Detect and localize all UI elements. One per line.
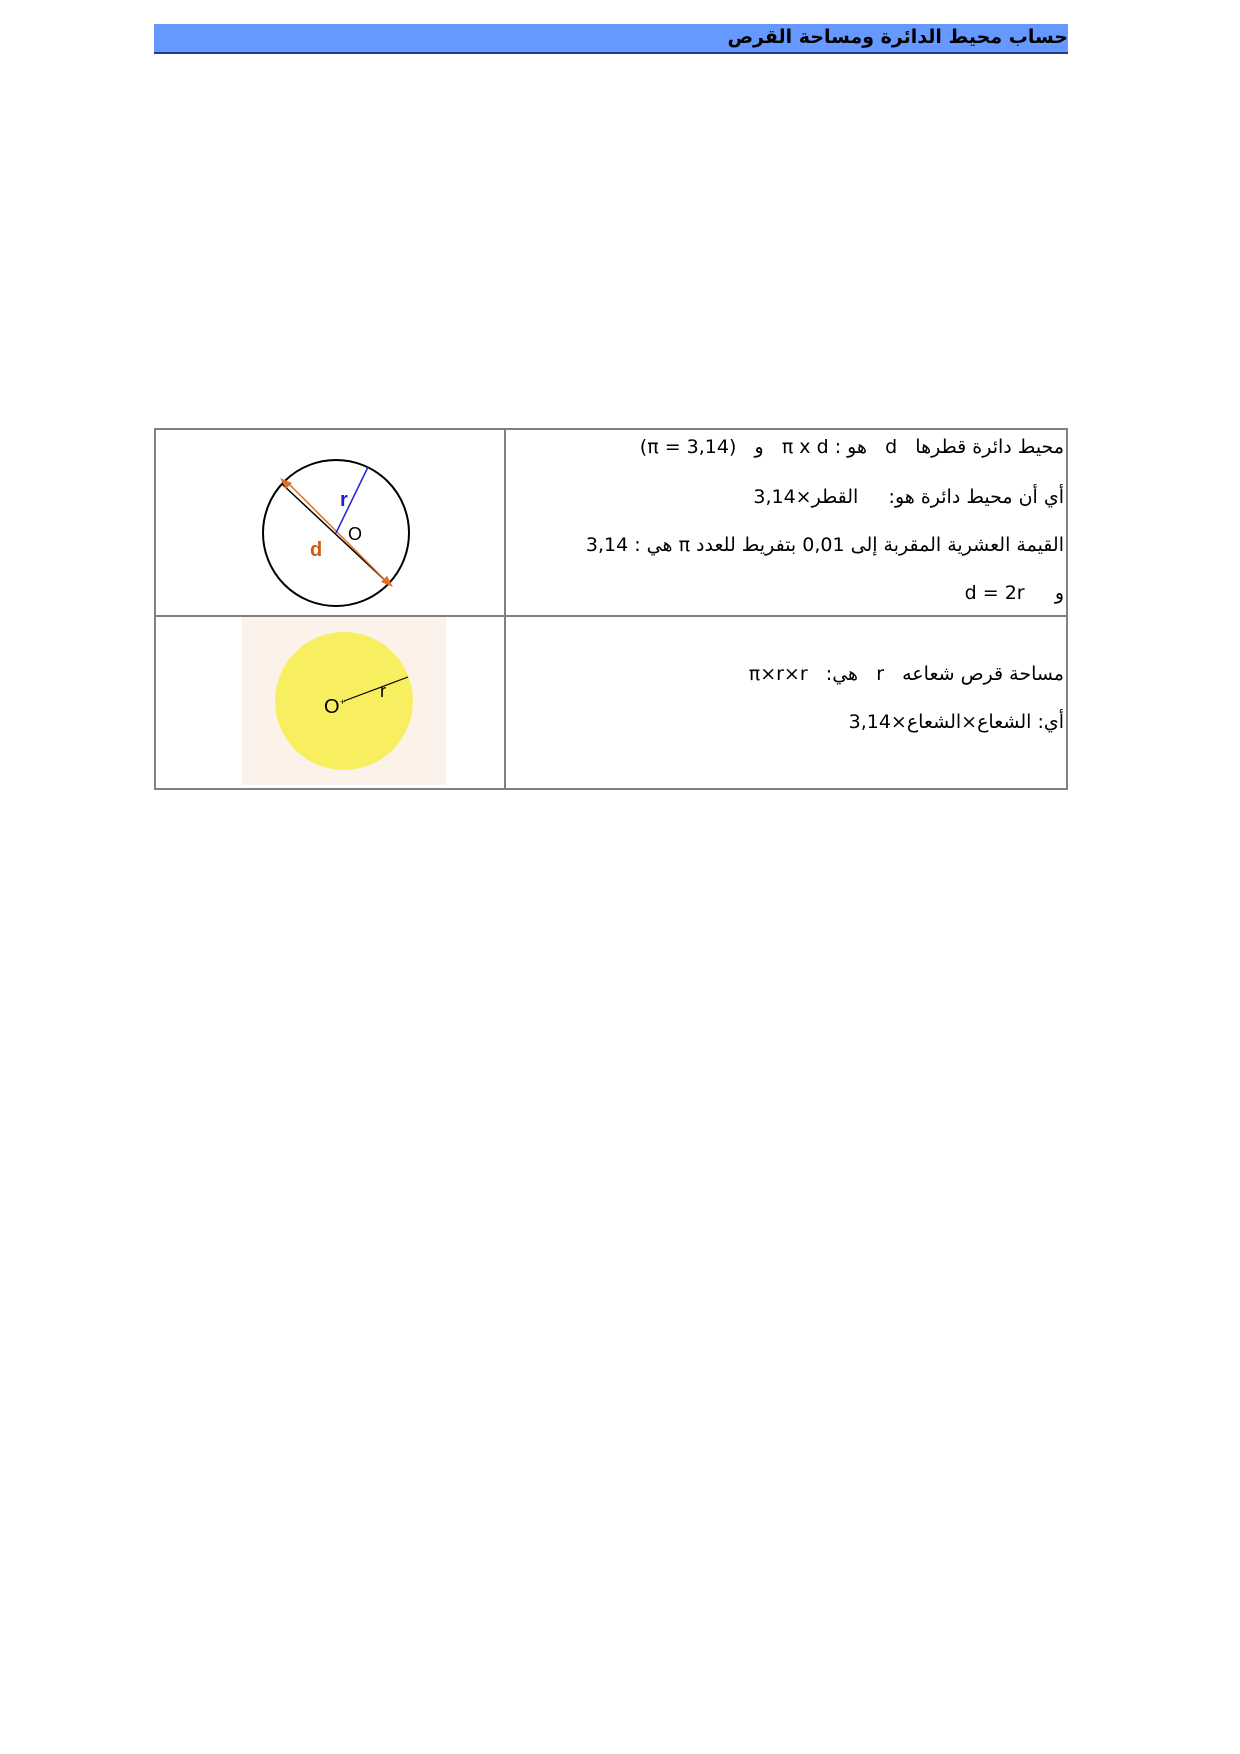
circumference-formula: π x d: [781, 436, 829, 458]
area-words-line: [849, 711, 1064, 733]
column-divider: [504, 430, 506, 788]
and-conjunction-2: و: [1054, 582, 1064, 604]
disk-center-label: O: [324, 696, 340, 718]
and-conjunction: و: [754, 436, 764, 458]
area-formula: π×r×r: [748, 663, 808, 685]
pi-value-note: (π = 3,14): [639, 436, 737, 458]
area-words-label: أي:: [1037, 711, 1064, 733]
radius-variable: r: [876, 663, 884, 685]
area-text-cell: [508, 617, 1064, 787]
diameter-radius-formula: d = 2r: [964, 582, 1025, 604]
diameter-label: d: [310, 539, 323, 561]
circumference-words-line: [753, 486, 1064, 508]
pi-approximation-line: القيمة العشرية المقربة إلى 0,01 بتفريط للعدد π هي : 3,14: [585, 534, 1064, 556]
is-label: هو :: [834, 436, 867, 458]
circumference-text-cell: [508, 430, 1064, 615]
disk-radius-label: r: [380, 681, 386, 701]
center-point-icon: +: [340, 697, 346, 707]
formula-table: [154, 428, 1068, 790]
circle-diagram: [256, 457, 416, 612]
disk-diagram: [242, 617, 446, 785]
diameter-variable: d: [885, 436, 898, 458]
area-label: مساحة قرص شعاعه: [902, 663, 1064, 685]
area-is-label: هي:: [825, 663, 859, 685]
circumference-label: محيط دائرة قطرها: [915, 436, 1064, 458]
center-label: O: [348, 524, 363, 544]
circumference-definition-line: [640, 436, 1064, 458]
page-title: حساب محيط الدائرة ومساحة القرص: [727, 26, 1068, 48]
diameter-radius-line: [965, 582, 1064, 604]
radius-label: r: [340, 489, 348, 511]
title-bar: [154, 24, 1068, 54]
area-definition-line: [749, 663, 1064, 685]
area-words-formula: الشعاع×الشعاع×3,14: [848, 711, 1032, 733]
circumference-words-formula: القطر×3,14: [753, 486, 859, 508]
circumference-words-label: أي أن محيط دائرة هو:: [888, 486, 1064, 508]
